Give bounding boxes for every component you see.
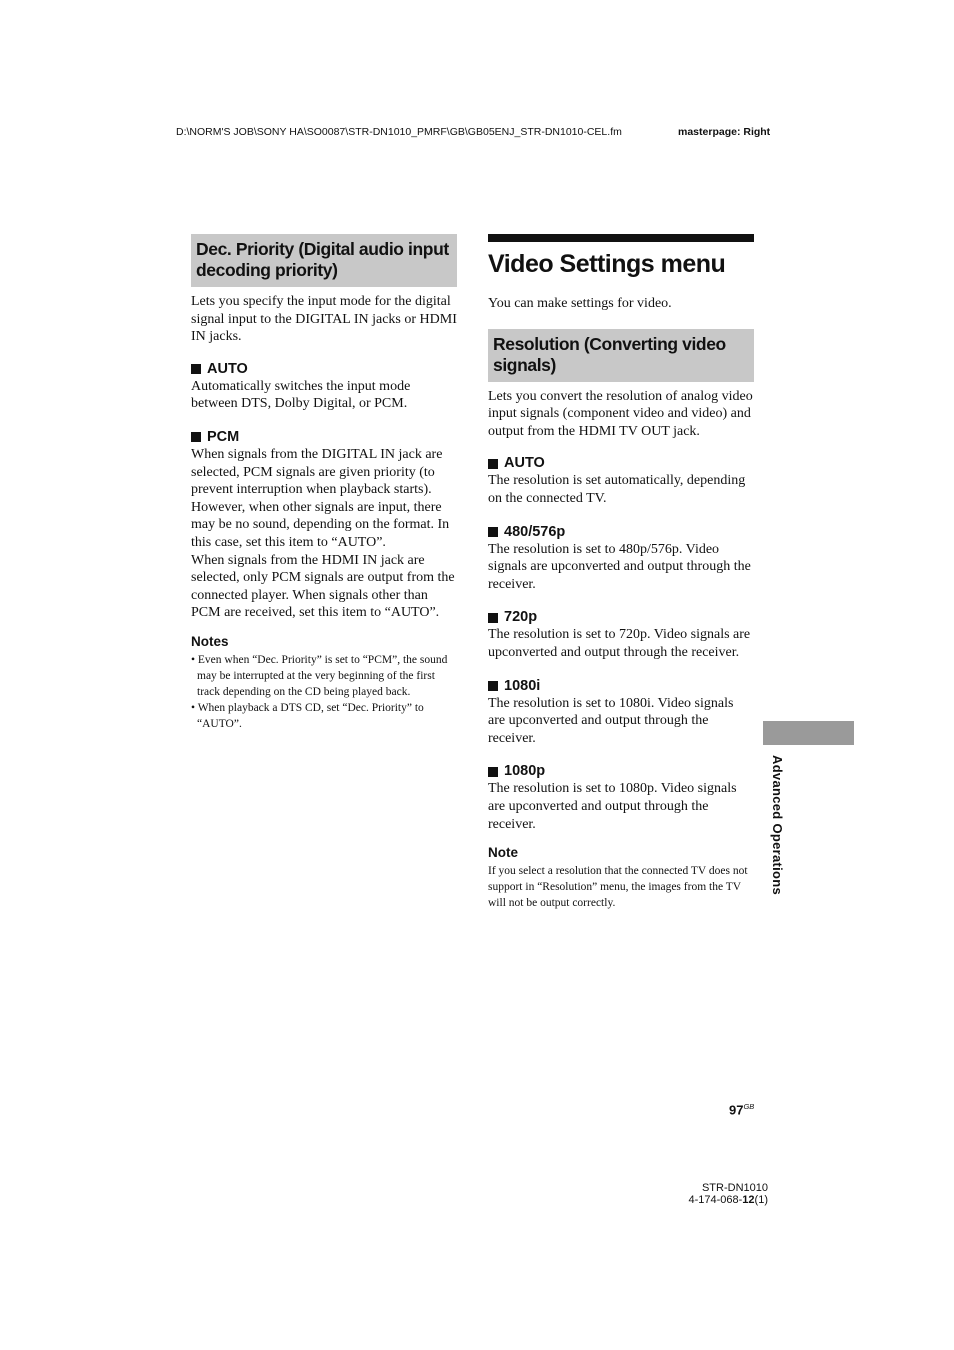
notes-heading: Notes	[191, 633, 229, 649]
model-name: STR-DN1010	[701, 1182, 768, 1194]
resolution-item-1080i	[488, 678, 754, 748]
note-text: If you select a resolution that the connected TV does not support in “Resolution” menu, the images from the TV will not be output correctly.	[488, 865, 748, 910]
item-heading: AUTO	[488, 455, 754, 472]
square-bullet-icon	[191, 364, 201, 374]
dec-priority-notes	[191, 634, 457, 732]
page-suffix: GB	[743, 1102, 755, 1111]
note-heading: Note	[488, 845, 518, 861]
resolution-item-1080p	[488, 763, 754, 833]
item-heading: 480/576p	[488, 524, 754, 541]
page-number: $97^{GB}$	[729, 1102, 755, 1118]
dec-priority-intro: Lets you specify the input mode for the digital signal input to the DIGITAL IN jacks or HDMI IN jacks.	[191, 294, 457, 345]
resolution-item-720p	[488, 609, 754, 661]
resolution-note	[488, 845, 754, 911]
square-bullet-icon	[488, 613, 498, 623]
item-description: The resolution is set automatically, depending on the connected TV.	[488, 473, 746, 506]
item-description: The resolution is set to 1080i. Video signals are upconverted and output through the receiver.	[488, 695, 734, 746]
section-tab	[763, 721, 854, 745]
file-path: D:\NORM'S JOB\SONY HA\SO0087\STR-DN1010_PMRF\GB\GB05ENJ_STR-DN1010-CEL.fm	[176, 126, 622, 138]
page-title: Video Settings menu	[488, 250, 726, 278]
square-bullet-icon	[488, 767, 498, 777]
dec-priority-item-pcm	[191, 429, 457, 622]
resolution-heading: Resolution (Converting video signals)	[488, 329, 754, 382]
resolution-item-auto	[488, 455, 754, 507]
note-item: • Even when “Dec. Priority” is set to “PCM”, the sound may be interrupted at the very beginning of the first track depending on the CD being played back.	[191, 653, 448, 698]
note-item: • When playback a DTS CD, set “Dec. Priority” to “AUTO”.	[191, 701, 424, 730]
item-description: Automatically switches the input mode between DTS, Dolby Digital, or PCM.	[191, 378, 411, 412]
square-bullet-icon	[488, 459, 498, 469]
resolution-intro: Lets you convert the resolution of analog video input signals (component video and video) and output from the HDMI TV OUT jack.	[488, 388, 753, 439]
right-column	[488, 234, 754, 911]
square-bullet-icon	[488, 527, 498, 537]
menu-intro: You can make settings for video.	[488, 296, 672, 311]
item-heading: 720p	[488, 609, 754, 626]
dec-priority-heading: Dec. Priority (Digital audio input decoding priority)	[191, 234, 457, 287]
square-bullet-icon	[488, 681, 498, 691]
title-rule	[488, 234, 754, 242]
item-heading: AUTO	[191, 361, 457, 378]
dec-priority-item-auto	[191, 361, 457, 413]
item-description: The resolution is set to 1080p. Video signals are upconverted and output through the receiver.	[488, 781, 737, 832]
item-description: The resolution is set to 720p. Video signals are upconverted and output through the receiver.	[488, 627, 751, 660]
part-number: 4-174-068-12(1)	[688, 1194, 768, 1206]
item-description: When signals from the DIGITAL IN jack are selected, PCM signals are given priority (to prevent interruption when playback starts). However, when other signals are input, there may be no sound, depending on the format. In this case, set this item to “AUTO”.	[191, 446, 450, 550]
item-heading: 1080i	[488, 678, 754, 695]
model-code	[686, 1182, 768, 1206]
resolution-item-480-576p	[488, 524, 754, 594]
masterpage-label: masterpage: Right	[678, 126, 771, 138]
item-description: The resolution is set to 480p/576p. Video signals are upconverted and output through the receiver.	[488, 541, 751, 592]
section-tab-label: Advanced Operations	[770, 755, 785, 896]
item-description: When signals from the HDMI IN jack are selected, only PCM signals are output from the connected player. When signals other than PCM are received, set this item to “AUTO”.	[191, 552, 455, 621]
item-heading: PCM	[191, 429, 457, 446]
square-bullet-icon	[191, 432, 201, 442]
left-column	[191, 234, 457, 732]
item-heading: 1080p	[488, 763, 754, 780]
